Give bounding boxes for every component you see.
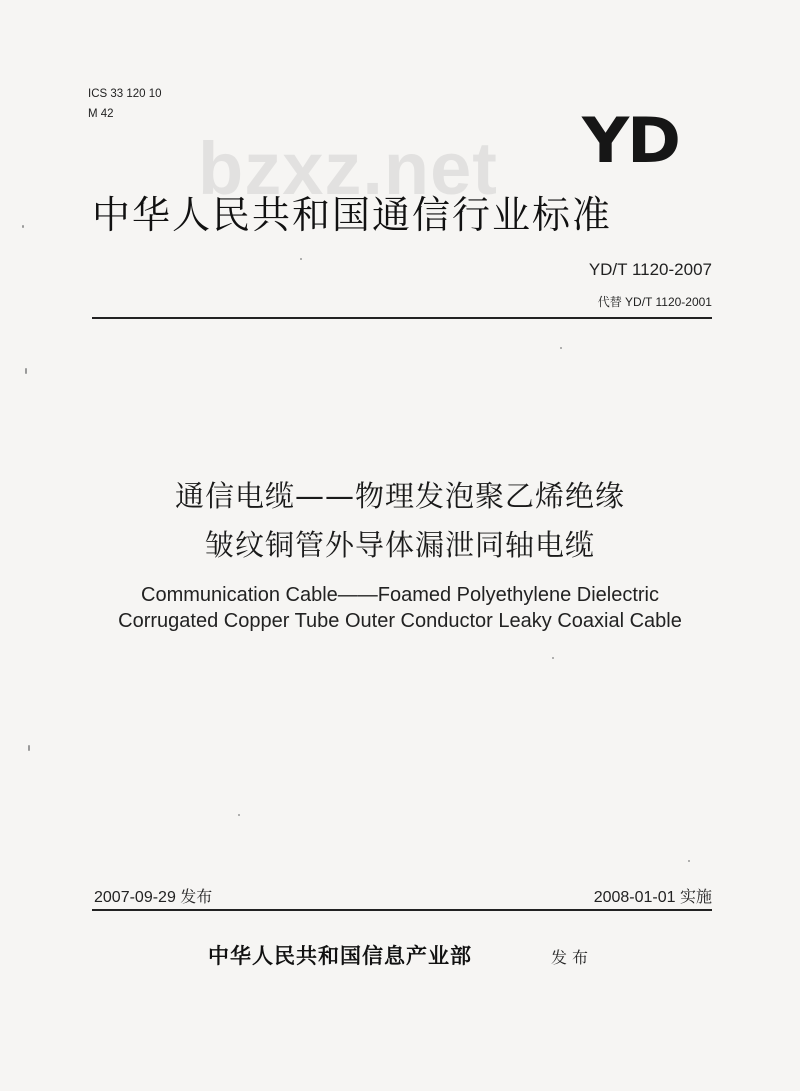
watermark: bzxz.net [198,127,498,210]
standard-category-title: 中华人民共和国通信行业标准 [92,193,613,237]
scan-speck [552,657,554,659]
classification-codes [88,84,162,124]
scan-speck [688,860,690,862]
ics-code: ICS 33 120 10 [88,88,162,100]
chinese-title-line-2: 皱纹铜管外导体漏泄同轴电缆 [204,528,595,562]
scan-speck [560,347,562,349]
header-divider [92,317,712,319]
scan-speck [300,258,302,260]
issuing-authority: 中华人民共和国信息产业部 [208,943,472,968]
scan-speck [28,745,30,751]
replaces-note: 代替 YD/T 1120-2001 [597,295,712,309]
scan-speck [238,814,240,816]
chinese-title-line-1: 通信电缆——物理发泡聚乙烯绝缘 [174,479,625,513]
english-title-line-1: Communication Cable——Foamed Polyethylene Dielectric [141,584,659,606]
publish-label: 发布 [551,948,594,967]
english-title-line-2: Corrugated Copper Tube Outer Conductor Leaky Coaxial Cable [118,610,682,632]
scan-speck [22,225,24,228]
issue-date: 2007-09-29 发布 [94,889,213,906]
implementation-date: 2008-01-01 实施 [593,889,712,906]
footer-divider [92,909,712,911]
standard-number: YD/T 1120-2007 [588,260,712,279]
ccs-code: M 42 [88,108,114,120]
scan-speck [25,368,27,374]
yd-logo: YD [582,104,679,177]
